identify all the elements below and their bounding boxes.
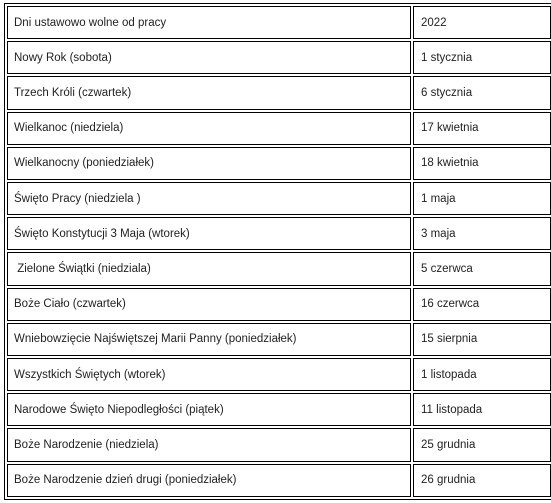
holiday-date-cell: 17 kwietnia: [413, 112, 551, 145]
holiday-name-cell: Święto Pracy (niedziela ): [7, 182, 411, 215]
holiday-date-cell: 15 sierpnia: [413, 323, 551, 356]
holiday-name-cell: Święto Konstytucji 3 Maja (wtorek): [7, 217, 411, 250]
header-cell-name: Dni ustawowo wolne od pracy: [7, 6, 411, 39]
holiday-date-cell: 1 stycznia: [413, 41, 551, 74]
table-row: [7, 252, 551, 285]
holiday-date-cell: 16 czerwca: [413, 288, 551, 321]
holiday-date-cell: 1 listopada: [413, 358, 551, 391]
table-row: [7, 76, 551, 109]
holiday-date-cell: 18 kwietnia: [413, 147, 551, 180]
table-row: [7, 112, 551, 145]
holiday-name-cell: Wielkanoc (niedziela): [7, 112, 411, 145]
table-row: [7, 358, 551, 391]
table-row: [7, 428, 551, 461]
holidays-table-body: [7, 6, 551, 497]
holiday-date-cell: 3 maja: [413, 217, 551, 250]
table-row: [7, 182, 551, 215]
holiday-name-cell: Wniebowzięcie Najświętszej Marii Panny (poniedziałek): [7, 323, 411, 356]
holidays-table: [4, 3, 551, 500]
header-cell-year: 2022: [413, 6, 551, 39]
holiday-name-cell: Wszystkich Świętych (wtorek): [7, 358, 411, 391]
table-header-row: [7, 6, 551, 39]
holiday-name-cell: Zielone Świątki (niedziala): [7, 252, 411, 285]
holiday-name-cell: Nowy Rok (sobota): [7, 41, 411, 74]
holiday-name-cell: Trzech Króli (czwartek): [7, 76, 411, 109]
table-row: [7, 288, 551, 321]
table-row: [7, 41, 551, 74]
table-row: [7, 147, 551, 180]
holiday-date-cell: 26 grudnia: [413, 464, 551, 497]
holiday-date-cell: 11 listopada: [413, 393, 551, 426]
holiday-name-cell: Wielkanocny (poniedziałek): [7, 147, 411, 180]
holiday-name-cell: Boże Ciało (czwartek): [7, 288, 411, 321]
table-row: [7, 323, 551, 356]
holiday-name-cell: Boże Narodzenie (niedziela): [7, 428, 411, 461]
holiday-date-cell: 5 czerwca: [413, 252, 551, 285]
table-row: [7, 464, 551, 497]
table-row: [7, 393, 551, 426]
holiday-name-cell: Boże Narodzenie dzień drugi (poniedziałek): [7, 464, 411, 497]
holiday-date-cell: 6 stycznia: [413, 76, 551, 109]
holiday-date-cell: 1 maja: [413, 182, 551, 215]
holiday-name-cell: Narodowe Święto Niepodległości (piątek): [7, 393, 411, 426]
holiday-date-cell: 25 grudnia: [413, 428, 551, 461]
table-row: [7, 217, 551, 250]
